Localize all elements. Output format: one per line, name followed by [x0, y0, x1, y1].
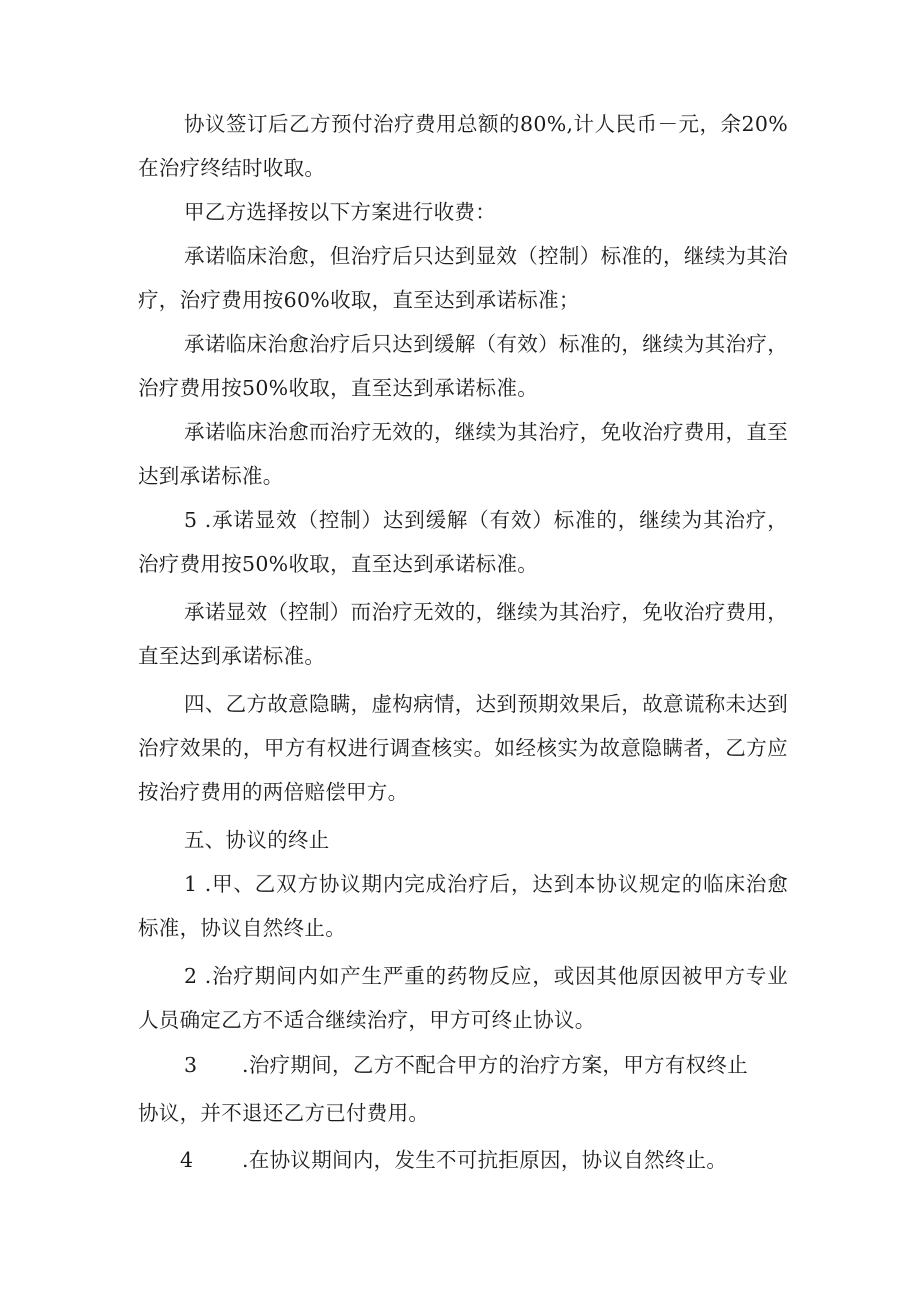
paragraph-termination-item-1: 1 .甲、乙双方协议期内完成治疗后，达到本协议规定的临床治愈标准，协议自然终止。	[138, 872, 788, 940]
paragraph-fee-scheme-intro: 甲乙方选择按以下方案进行收费：	[184, 200, 496, 224]
item-4-number: 4	[180, 1148, 194, 1172]
termination-item-4	[180, 1138, 727, 1182]
paragraph-scheme-cure-to-relief: 承诺临床治愈治疗后只达到缓解（有效）标准的，继续为其治疗，治疗费用按50%收取，直至达到承诺标准。	[138, 332, 788, 400]
paragraph-prepayment: 协议签订后乙方预付治疗费用总额的80%,计人民币－元，余20%在治疗终结时收取。	[138, 112, 788, 180]
paragraph-section-four-concealment: 四、乙方故意隐瞒，虚构病情，达到预期效果后，故意谎称未达到治疗效果的，甲方有权进行调查核实。如经核实为故意隐瞒者，乙方应按治疗费用的两倍赔偿甲方。	[138, 692, 788, 804]
item-3-text: .治疗期间，乙方不配合甲方的治疗方案，甲方有权终止	[242, 1053, 749, 1077]
paragraph-scheme-effective-invalid: 承诺显效（控制）而治疗无效的，继续为其治疗，免收治疗费用，直至达到承诺标准。	[138, 600, 788, 668]
paragraph-scheme-cure-to-effective: 承诺临床治愈，但治疗后只达到显效（控制）标准的，继续为其治疗，治疗费用按60%收取，直至达到承诺标准；	[138, 244, 788, 312]
item-4-text: .在协议期间内，发生不可抗拒原因，协议自然终止。	[242, 1148, 728, 1172]
termination-item-3-continuation: 协议，并不退还乙方已付费用。	[138, 1101, 430, 1125]
item-3-number: 3	[184, 1053, 198, 1077]
paragraph-scheme-effective-to-relief: 5 .承诺显效（控制）达到缓解（有效）标准的，继续为其治疗，治疗费用按50%收取，直至达到承诺标准。	[138, 508, 788, 576]
paragraph-termination-item-2: 2 .治疗期间内如产生严重的药物反应，或因其他原因被甲方专业人员确定乙方不适合继续治疗，甲方可终止协议。	[138, 964, 788, 1032]
paragraph-scheme-cure-invalid: 承诺临床治愈而治疗无效的，继续为其治疗，免收治疗费用，直至达到承诺标准。	[138, 420, 788, 488]
heading-section-five-termination: 五、协议的终止	[184, 828, 330, 852]
termination-item-3	[184, 1043, 748, 1087]
